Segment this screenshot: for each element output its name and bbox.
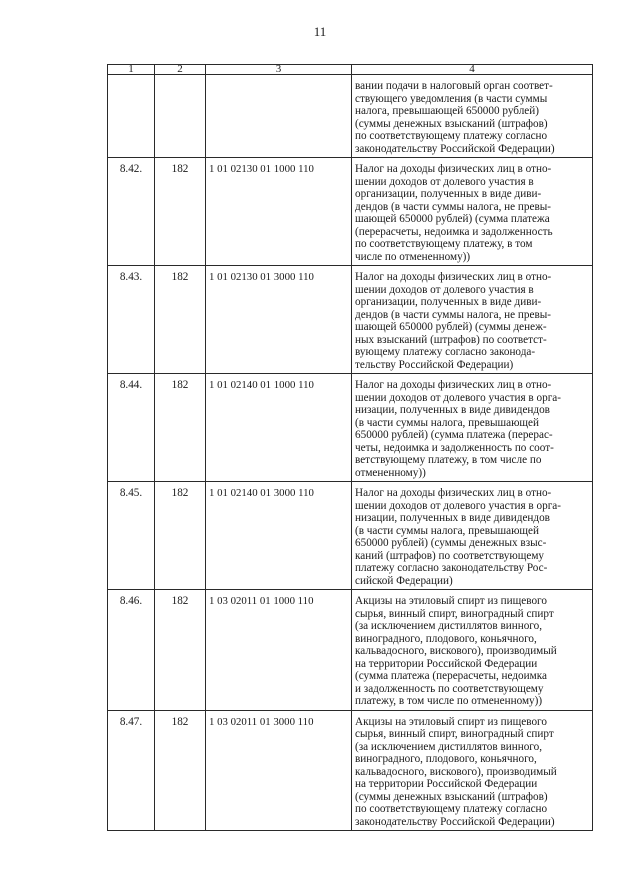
description-cell: [352, 710, 593, 831]
description-line: низации, полученных в виде дивидендов: [355, 512, 550, 524]
page-number: 11: [313, 24, 327, 39]
row-number-cell: 8.46.: [108, 590, 155, 711]
row-number-cell: 8.43.: [108, 266, 155, 374]
budget-code-cell: 1 01 02130 01 3000 110: [206, 266, 352, 374]
description-line: организации, полученных в виде диви-: [355, 296, 542, 308]
description-cell: [352, 266, 593, 374]
budget-code-cell: 1 01 02140 01 1000 110: [206, 374, 352, 482]
header-col-2: 2: [155, 65, 206, 75]
description-line: четы, недоимка и задолженность по соот-: [355, 441, 554, 454]
description-line: шающей 650000 рублей) (сумма платежа: [355, 213, 550, 225]
admin-code-cell: 182: [155, 374, 206, 482]
description-line: (суммы денежных взысканий (штрафов): [355, 117, 548, 130]
empty-cell: [155, 75, 206, 158]
description-line: вании подачи в налоговый орган соответ-: [355, 80, 553, 92]
table-row: [108, 590, 593, 711]
description-line: Налог на доходы физических лиц в отно-: [355, 379, 552, 391]
table-row: [108, 374, 593, 482]
description-line: (в части суммы налога, превышающей: [355, 416, 539, 429]
description-line: сырья, винный спирт, виноградный спирт: [355, 607, 554, 620]
table-row: [108, 158, 593, 266]
admin-code-cell: 182: [155, 590, 206, 711]
description-line: по соответствующему платежу согласно: [355, 130, 548, 142]
description-line: Акцизы на этиловый спирт из пищевого: [355, 715, 547, 728]
description-line: тельству Российской Федерации): [355, 358, 514, 371]
empty-cell: [206, 75, 352, 158]
description-line: кальвадосного, вискового), производимый: [355, 645, 557, 657]
description-line: на территории Российской Федерации: [355, 657, 538, 670]
table-row: [108, 482, 593, 590]
description-line: на территории Российской Федерации: [355, 778, 538, 790]
classification-table: [107, 64, 593, 831]
description-line: вующему платежу согласно законода-: [355, 346, 536, 358]
row-number-cell: 8.44.: [108, 374, 155, 482]
description-line: шении доходов от долевого участия в: [355, 175, 534, 188]
description-line: дендов (в части суммы налога, не превы-: [355, 308, 551, 321]
table-row: [108, 266, 593, 374]
budget-code-cell: 1 01 02130 01 1000 110: [206, 158, 352, 266]
description-line: шающей 650000 рублей) (суммы денеж-: [355, 321, 547, 333]
description-line: Налог на доходы физических лиц в отно-: [355, 487, 552, 499]
description-line: платежу, в том числе по отмененному)): [355, 695, 543, 707]
description-line: (за исключением дистиллятов винного,: [355, 740, 543, 753]
description-line: каний (штрафов) по соответствующему: [355, 549, 545, 562]
admin-code-cell: 182: [155, 158, 206, 266]
header-row: [108, 65, 593, 75]
description-cell: [352, 158, 593, 266]
description-cell: [352, 374, 593, 482]
description-line: Налог на доходы физических лиц в отно-: [355, 271, 552, 283]
description-line: виноградного, плодового, коньячного,: [355, 632, 537, 645]
row-number-cell: 8.45.: [108, 482, 155, 590]
admin-code-cell: 182: [155, 482, 206, 590]
admin-code-cell: 182: [155, 266, 206, 374]
description-cell: [352, 482, 593, 590]
description-line: отмененному)): [355, 466, 426, 479]
budget-code-cell: 1 03 02011 01 1000 110: [206, 590, 352, 711]
description-cell: [352, 590, 593, 711]
description-line: (за исключением дистиллятов винного,: [355, 620, 543, 632]
description-line: шении доходов от долевого участия в орга-: [355, 391, 561, 404]
description-line: ветствующему платежу, в том числе по: [355, 454, 542, 466]
description-line: шении доходов от долевого участия в: [355, 283, 534, 296]
budget-code-cell: 1 01 02140 01 3000 110: [206, 482, 352, 590]
admin-code-cell: 182: [155, 710, 206, 831]
description-line: платежу согласно законодательству Рос-: [355, 562, 548, 574]
description-line: сырья, винный спирт, виноградный спирт: [355, 728, 554, 740]
description-line: налога, превышающей 650000 рублей): [355, 105, 539, 117]
description-line: (суммы денежных взысканий (штрафов): [355, 790, 548, 803]
row-number-cell: 8.47.: [108, 710, 155, 831]
description-line: законодательству Российской Федерации): [355, 815, 555, 828]
header-col-4: 4: [352, 65, 593, 75]
table-body: [108, 75, 593, 831]
description-line: по соответствующему платежу, в том: [355, 238, 533, 250]
description-line: законодательству Российской Федерации): [355, 142, 555, 155]
description-line: низации, полученных в виде дивидендов: [355, 404, 550, 416]
description-line: по соответствующему платежу согласно: [355, 803, 548, 815]
description-line: (перерасчеты, недоимка и задолженность: [355, 225, 553, 238]
table-row: [108, 710, 593, 831]
description-line: сийской Федерации): [355, 574, 453, 587]
description-line: ствующего уведомления (в части суммы: [355, 92, 548, 105]
description-line: кальвадосного, вискового), производимый: [355, 765, 557, 778]
description-line: виноградного, плодового, коньячного,: [355, 753, 537, 765]
description-line: ных взысканий (штрафов) по соответст-: [355, 333, 547, 346]
description-line: организации, полученных в виде диви-: [355, 188, 542, 200]
description-line: (в части суммы налога, превышающей: [355, 524, 539, 537]
description-line: (сумма платежа (перерасчеты, недоимка: [355, 670, 547, 682]
budget-code-cell: 1 03 02011 01 3000 110: [206, 710, 352, 831]
description-line: 650000 рублей) (суммы денежных взыс-: [355, 537, 547, 549]
description-line: и задолженность по соответствующему: [355, 682, 544, 695]
row-number-cell: 8.42.: [108, 158, 155, 266]
header-col-1: 1: [108, 65, 155, 75]
header-col-3: 3: [206, 65, 352, 75]
empty-cell: [108, 75, 155, 158]
description-line: числе по отмененному)): [355, 250, 471, 263]
table-row-continuation: [108, 75, 593, 158]
description-cell: [352, 75, 593, 158]
description-line: 650000 рублей) (сумма платежа (перерас-: [355, 429, 553, 441]
description-line: дендов (в части суммы налога, не превы-: [355, 200, 551, 213]
description-line: Акцизы на этиловый спирт из пищевого: [355, 595, 547, 607]
description-line: Налог на доходы физических лиц в отно-: [355, 163, 552, 175]
description-line: шении доходов от долевого участия в орга-: [355, 499, 561, 512]
